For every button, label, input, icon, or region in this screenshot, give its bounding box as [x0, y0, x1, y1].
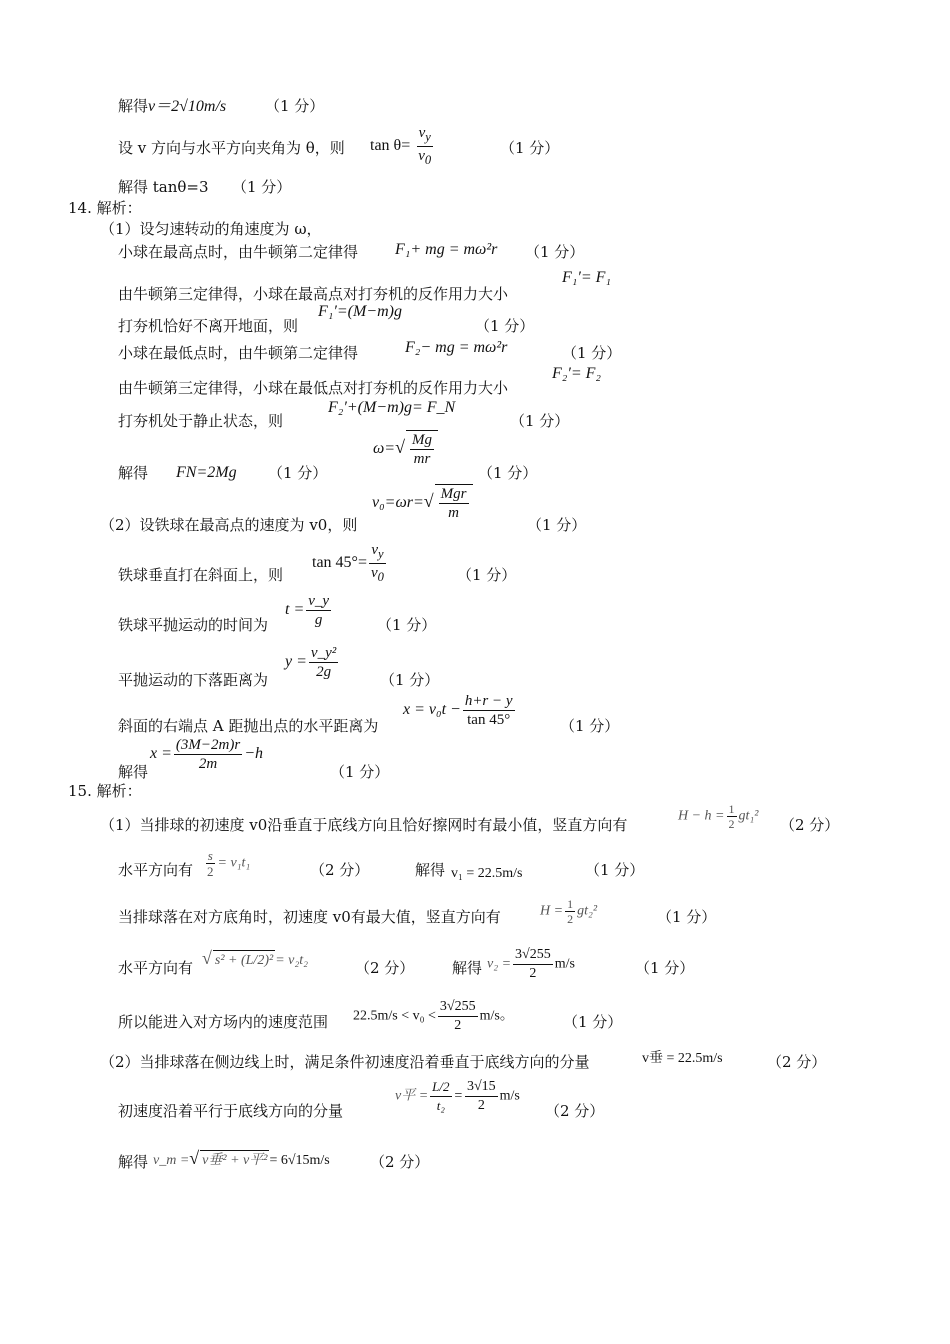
- q15-line-e: 初速度沿着平行于底线方向的分量: [118, 1102, 344, 1120]
- numerator: [369, 541, 385, 564]
- denominator: 2g: [316, 664, 332, 680]
- math-v2: [487, 946, 575, 983]
- math-lhs: ω=: [373, 440, 396, 458]
- math-v0: [372, 484, 473, 522]
- points: （1 分）: [525, 243, 585, 261]
- math-s: [203, 848, 250, 879]
- points: （1 分）: [475, 317, 535, 335]
- numerator: L/2: [430, 1078, 451, 1097]
- points: （2 分）: [355, 959, 415, 977]
- points: （2 分）: [310, 861, 370, 879]
- math-t: [285, 592, 333, 629]
- q15-line-c: 水平方向有: [118, 959, 194, 977]
- q15-line-f: 解得: [118, 1153, 149, 1171]
- math-x-result: [150, 736, 263, 773]
- numerator: 3√255: [513, 946, 553, 965]
- fraction: [463, 692, 515, 729]
- points: （2 分）: [370, 1153, 430, 1171]
- line-angle: 设 v 方向与水平方向夹角为 θ，则: [118, 139, 345, 157]
- fraction: [416, 124, 433, 169]
- q14-line-j: 平抛运动的下落距离为: [118, 671, 269, 689]
- points: （1 分）: [265, 97, 325, 115]
- numerator: Mgr: [440, 486, 467, 502]
- points: （1 分）: [585, 861, 645, 879]
- fraction: [430, 1078, 451, 1115]
- denominator: t₂: [436, 1098, 445, 1113]
- numerator: v_y: [308, 593, 330, 609]
- fraction: [306, 592, 331, 629]
- equals: =: [453, 1088, 463, 1104]
- radical-icon: √: [189, 1148, 200, 1168]
- math-lhs: 22.5m/s < v₀ <: [353, 1008, 436, 1024]
- points: （1 分）: [377, 616, 437, 634]
- q14-line-k: 斜面的右端点 A 距抛出点的水平距离为: [118, 717, 379, 735]
- points: （1 分）: [635, 959, 695, 977]
- text: 所以能进入对方场内的速度范围: [118, 1013, 329, 1031]
- fraction: [205, 848, 216, 879]
- points: （1 分）: [527, 516, 587, 534]
- v: v: [418, 125, 426, 141]
- math-lhs: y =: [285, 653, 307, 671]
- math-eq1: F₁+ mg = mω²r: [395, 241, 498, 258]
- points: （2 分）: [545, 1102, 605, 1120]
- numerator: (3M−2m)r: [175, 737, 241, 753]
- math-tail: = 6√15m/s: [269, 1153, 330, 1168]
- unit: m/s: [499, 1088, 520, 1104]
- math-lhs: v₀=ωr=: [372, 494, 424, 512]
- numerator: h+r − y: [464, 693, 513, 709]
- points: （1 分）: [380, 671, 440, 689]
- q14-line-d: 小球在最低点时，由牛顿第二定律得: [118, 344, 359, 362]
- points: （1 分）: [478, 464, 538, 482]
- text: 解得: [118, 97, 149, 115]
- math-tan-theta: [370, 124, 435, 169]
- q15-line-c2: 解得: [452, 959, 483, 977]
- unit: m/s: [479, 1008, 500, 1024]
- q15-line-d: [118, 1012, 328, 1032]
- fraction: [727, 802, 737, 831]
- points: （1 分）: [330, 763, 390, 781]
- math-lhs: v₂ =: [487, 956, 512, 972]
- points: （1 分）: [232, 178, 292, 196]
- question-14-heading: 14. 解析：: [68, 199, 142, 217]
- q14-part1: （1）设匀速转动的角速度为 ω，: [100, 220, 322, 238]
- denominator: [416, 147, 433, 169]
- v: v: [418, 148, 425, 164]
- math-horizontal-2: [202, 948, 308, 971]
- numerator: [417, 124, 433, 147]
- math-tail: = v₁t₁: [217, 855, 251, 871]
- points: （1 分）: [563, 1013, 623, 1031]
- math-lhs: H =: [540, 903, 564, 919]
- q15-part2: （2）当排球落在侧边线上时，满足条件初速度沿着垂直于底线方向的分量: [100, 1053, 590, 1071]
- math-lhs: tan θ=: [370, 137, 411, 155]
- math-eq3: F₁′=(M−m)g: [318, 303, 402, 320]
- fraction: [439, 485, 469, 522]
- math-lhs: H − h =: [678, 808, 725, 824]
- radicand: v垂² + v平²: [200, 1150, 269, 1171]
- math-lhs: tan 45°=: [312, 554, 367, 572]
- math-H1: [678, 802, 758, 831]
- numerator: 3√255: [438, 998, 478, 1017]
- q14-line-e: 由牛顿第三定律得，小球在最低点对打夯机的反作用力大小: [118, 379, 509, 397]
- q15-part1: （1）当排球的初速度 v0沿垂直于底线方向且恰好擦网时有最小值，竖直方向有: [100, 816, 628, 834]
- q14-line-g: 解得: [118, 464, 149, 482]
- math-lhs: v_m =: [153, 1153, 190, 1168]
- math-tan45: [312, 541, 388, 586]
- line-solve-v: [118, 96, 226, 117]
- math-lhs: v平 =: [395, 1088, 429, 1104]
- q14-line-b: 由牛顿第三定律得，小球在最高点对打夯机的反作用力大小: [118, 285, 509, 303]
- numerator: Mg: [411, 432, 432, 448]
- numerator: 1: [728, 802, 735, 816]
- math-vpar: [395, 1078, 520, 1115]
- q14-line-c: 打夯机恰好不离开地面，则: [118, 317, 299, 335]
- denominator: 2m: [198, 756, 218, 772]
- math-lhs: x =: [150, 745, 172, 763]
- q14-line-l: 解得: [118, 763, 149, 781]
- math-tail: gt₁²: [738, 808, 759, 824]
- points: （1 分）: [268, 464, 328, 482]
- denominator: 2: [454, 1018, 462, 1033]
- numerator: s: [207, 848, 213, 863]
- fraction: [565, 897, 575, 926]
- fraction: [465, 1078, 498, 1115]
- radicand: s² + (L/2)²: [213, 950, 275, 971]
- period: 。: [499, 1007, 514, 1024]
- denominator: tan 45°: [467, 712, 511, 728]
- math-eq2: F₁′= F₁: [562, 269, 611, 286]
- math-v1: v₁ = 22.5m/s: [451, 866, 523, 881]
- denominator: mr: [413, 451, 431, 467]
- q14-line-a: 小球在最高点时，由牛顿第二定律得: [118, 243, 359, 261]
- q15-line-a: 水平方向有: [118, 861, 194, 879]
- points: （1 分）: [657, 908, 717, 926]
- math-lhs: x = v₀t −: [403, 701, 461, 719]
- denominator: 2: [567, 912, 574, 926]
- radicand: [435, 484, 473, 522]
- math-omega: [373, 430, 438, 468]
- q14-line-i: 铁球平抛运动的时间为: [118, 616, 269, 634]
- question-15-heading: 15. 解析：: [68, 782, 142, 800]
- points: （1 分）: [500, 139, 560, 157]
- math-H2: [540, 897, 597, 926]
- radical-icon: √: [395, 437, 405, 458]
- unit: m/s: [554, 956, 575, 972]
- math-fn: FN=2Mg: [176, 464, 237, 481]
- math-tail: gt₂²: [577, 903, 598, 919]
- denominator: 2: [728, 817, 735, 831]
- math-eq4: F₂− mg = mω²r: [405, 339, 508, 356]
- denominator: 2: [477, 1098, 485, 1113]
- points: （2 分）: [780, 816, 840, 834]
- fraction: [438, 998, 478, 1035]
- denominator: 2: [207, 864, 214, 879]
- denominator: m: [448, 505, 460, 521]
- sub: 0: [424, 153, 432, 167]
- math-v-result: v＝2√10m/s: [148, 98, 227, 115]
- sub: 0: [377, 570, 384, 584]
- sub: y: [377, 547, 384, 561]
- math-eq6: F₂′+(M−m)g= F_N: [328, 399, 456, 416]
- line-tan-result: 解得 tanθ=3: [118, 178, 209, 196]
- points: （1 分）: [560, 717, 620, 735]
- fraction: [369, 541, 386, 586]
- points: （1 分）: [457, 566, 517, 584]
- numerator: 1: [567, 897, 574, 911]
- v: v: [371, 542, 378, 558]
- fraction: [309, 644, 338, 681]
- math-tail: −h: [244, 745, 263, 763]
- v: v: [370, 565, 378, 581]
- q14-line-h: 铁球垂直打在斜面上，则: [118, 566, 284, 584]
- math-lhs: t =: [285, 601, 305, 619]
- q15-line-a2: 解得: [415, 861, 446, 879]
- math-vperp: v垂 = 22.5m/s: [642, 1051, 723, 1066]
- radical-icon: √: [423, 491, 434, 512]
- denominator: g: [314, 612, 323, 628]
- numerator: v_y²: [310, 645, 337, 661]
- radical-icon: √: [202, 948, 212, 968]
- math-vm: [153, 1148, 330, 1171]
- math-x: [403, 692, 517, 729]
- fraction: [410, 431, 434, 468]
- denominator: [369, 564, 386, 586]
- math-range: [353, 998, 514, 1035]
- numerator: 3√15: [465, 1078, 498, 1097]
- fraction: [174, 736, 242, 773]
- math-y: [285, 644, 340, 681]
- points: （2 分）: [767, 1053, 827, 1071]
- points: （1 分）: [562, 344, 622, 362]
- math-eq5: F₂′= F₂: [552, 365, 601, 382]
- q15-line-b: 当排球落在对方底角时，初速度 v0有最大值，竖直方向有: [118, 908, 501, 926]
- q14-line-f: 打夯机处于静止状态，则: [118, 412, 284, 430]
- fraction: [513, 946, 553, 983]
- points: （1 分）: [510, 412, 570, 430]
- denominator: 2: [529, 966, 537, 981]
- sub: y: [425, 130, 431, 144]
- q14-part2: （2）设铁球在最高点的速度为 v0，则: [100, 516, 358, 534]
- radicand: [406, 430, 438, 468]
- math-tail: = v₂t₂: [275, 953, 308, 968]
